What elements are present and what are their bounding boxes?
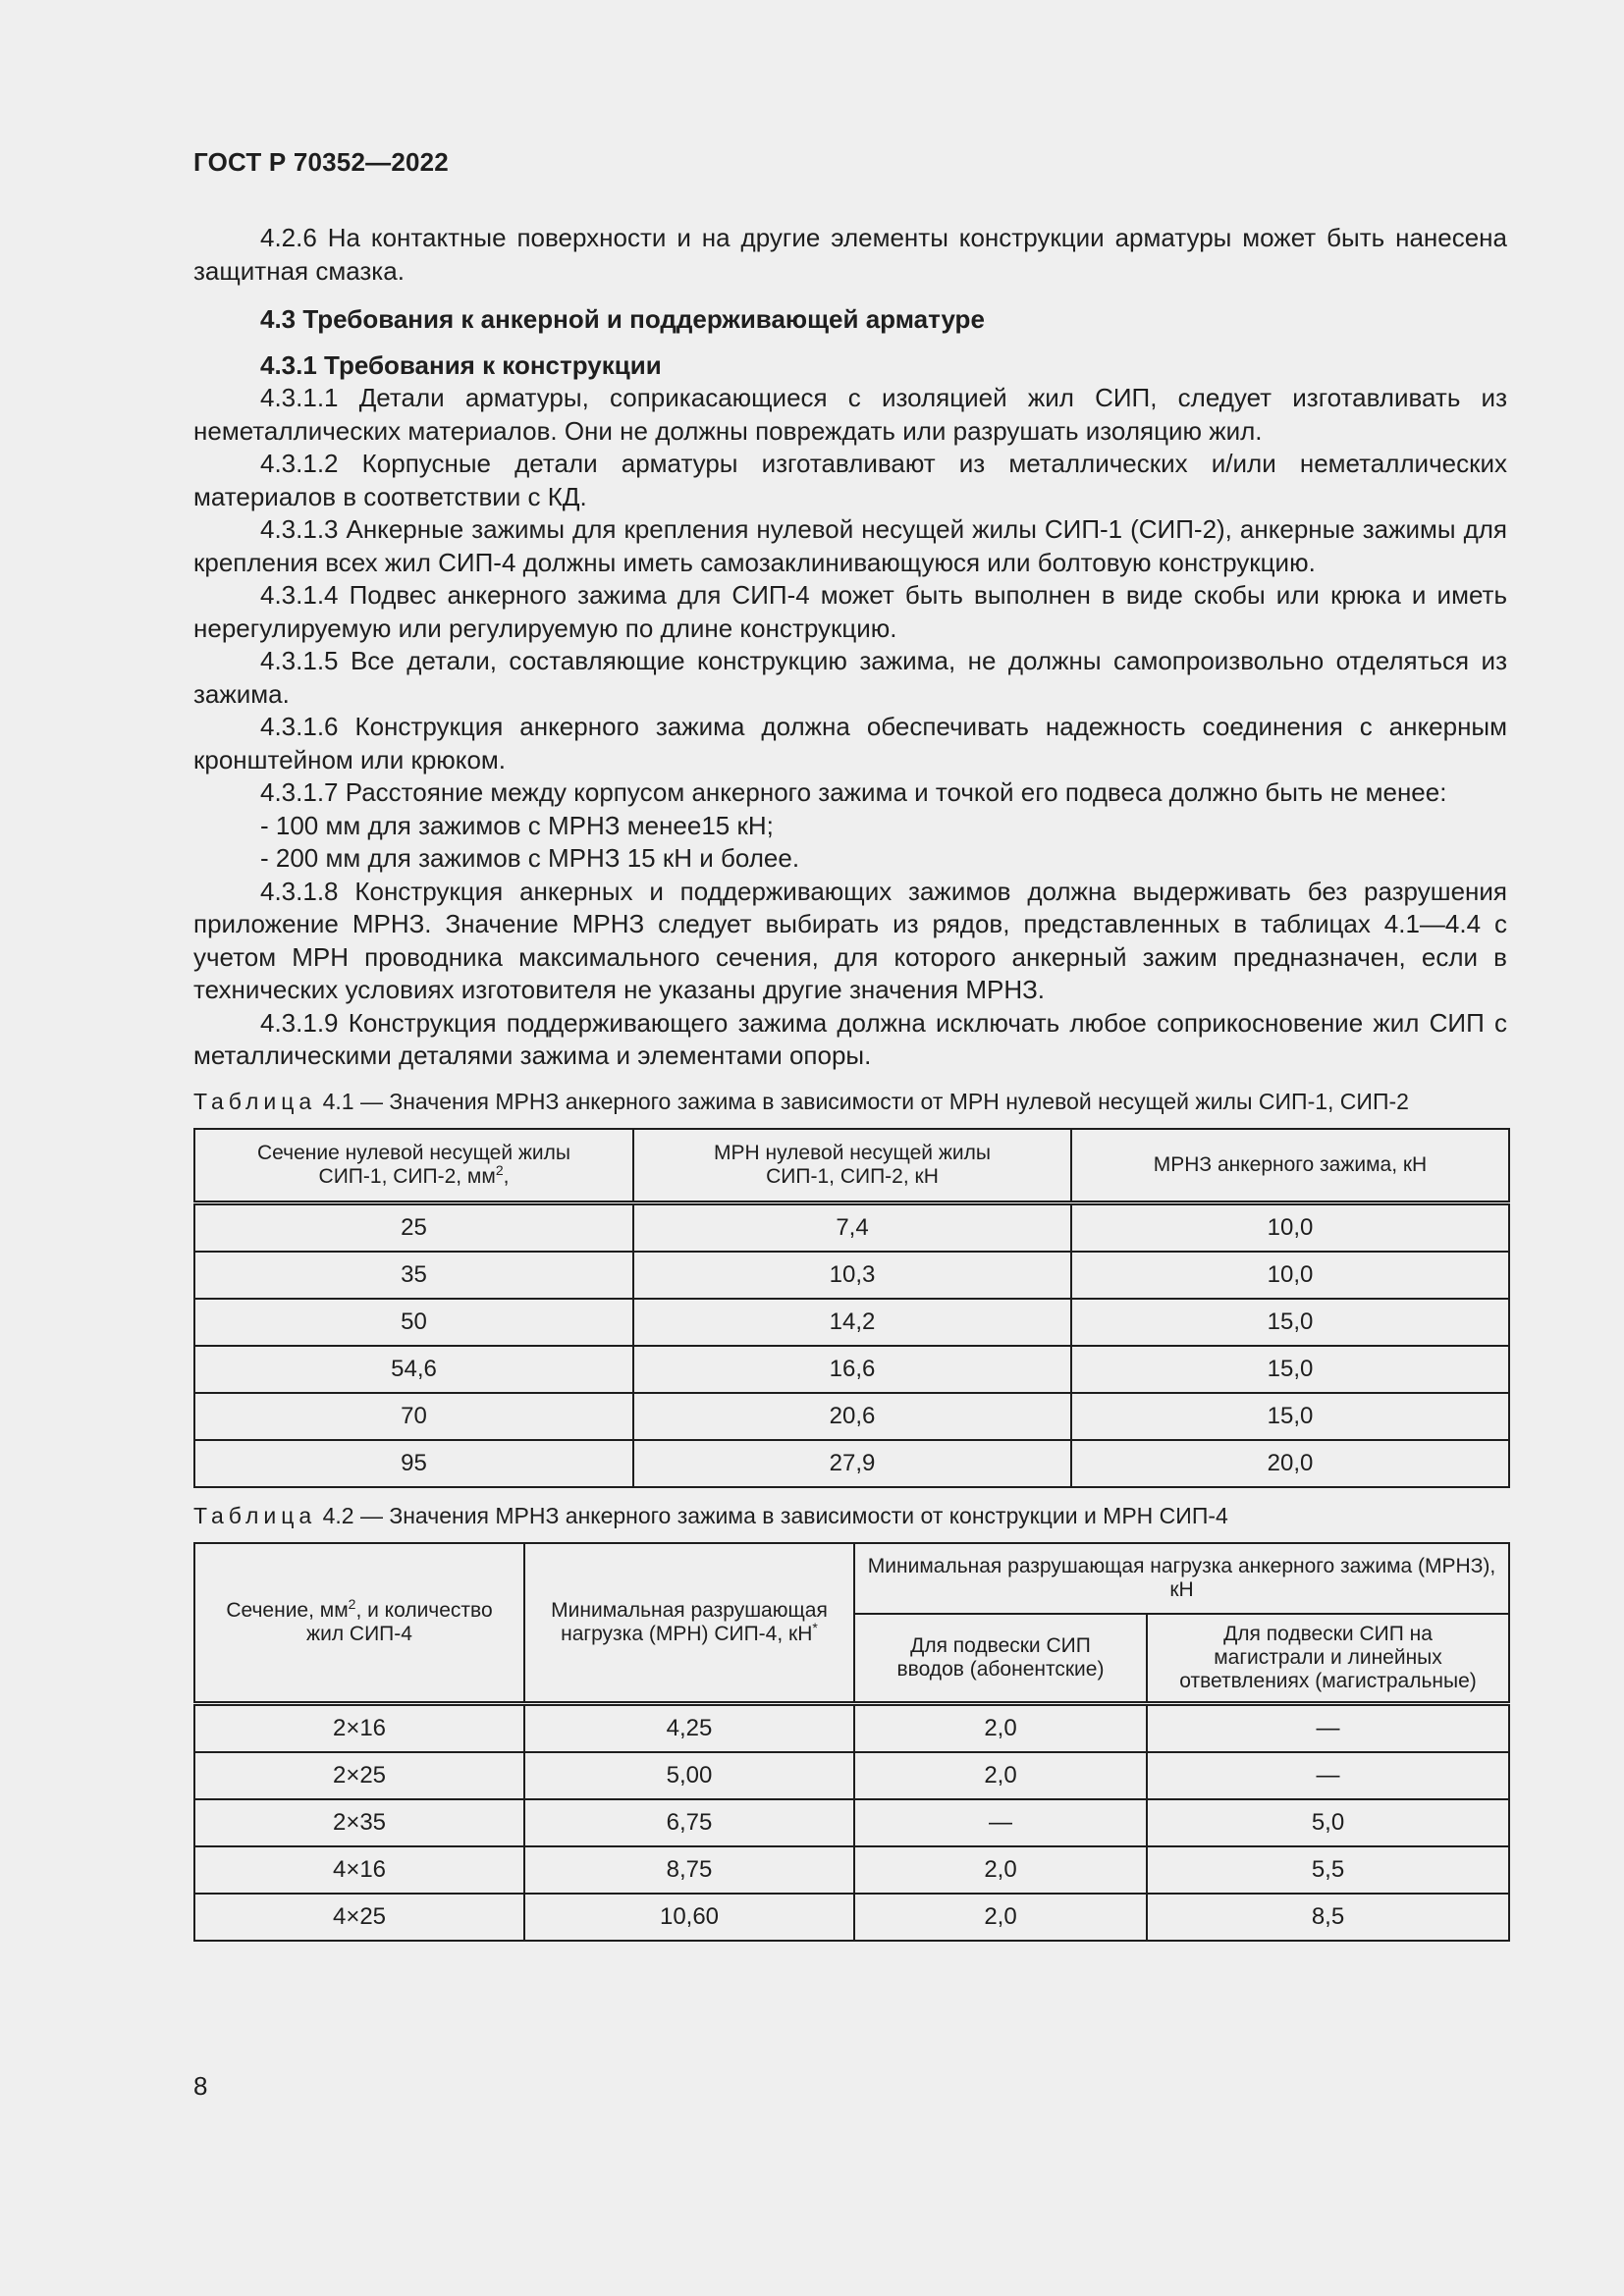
paragraph-4-3-1-9: 4.3.1.9 Конструкция поддерживающего зажима должна исключать любое соприкосновение жил СИП с металлическими деталями зажима и элементами опоры. [193, 1007, 1507, 1070]
table-row: 2×16 4,25 2,0 — [194, 1703, 1509, 1752]
table-row: 2×25 5,00 2,0 — [194, 1752, 1509, 1799]
paragraph-4-3-1-4: 4.3.1.4 Подвес анкерного зажима для СИП-4 может быть выполнен в виде скобы или крюка и иметь нерегулируемую или регулируемую по длине конструкцию. [193, 580, 1507, 643]
paragraph-4-3-1-5: 4.3.1.5 Все детали, составляющие конструкцию зажима, не должны самопроизвольно отделяться из зажима. [193, 646, 1507, 709]
table-4-1-caption [193, 1087, 1507, 1116]
header-mainline: Для подвески СИП на магистрали и линейных ответвлениях (магистральные) [1147, 1614, 1509, 1704]
paragraph-4-3-1-1: 4.3.1.1 Детали арматуры, соприкасающиеся с изоляцией жил СИП, следует изготавливать из неметаллических материалов. Они не должны повреждать или разрушать изоляцию жил. [193, 383, 1507, 446]
list-item-200mm: - 200 мм для зажимов с МРНЗ 15 кН и более. [260, 843, 800, 873]
header-cross-section: Сечение нулевой несущей жилы СИП-1, СИП-2, $мм^2$, [194, 1129, 633, 1203]
list-item-100mm: - 100 мм для зажимов с МРНЗ менее15 кН; [260, 810, 774, 840]
table-row: 2×35 6,75 — 5,0 [194, 1799, 1509, 1846]
table-row: 4×16 8,75 2,0 5,5 [194, 1846, 1509, 1894]
header-mrn: МРН нулевой несущей жилы СИП-1, СИП-2, кН [633, 1129, 1071, 1203]
table-row: 25 7,4 10,0 [194, 1202, 1509, 1252]
document-number: ГОСТ Р 70352—2022 [193, 147, 449, 177]
table-header-row [194, 1129, 1509, 1203]
paragraph-4-3-1-8: 4.3.1.8 Конструкция анкерных и поддерживающих зажимов должна выдерживать без разрушения приложение МРНЗ. Значение МРНЗ следует выбирать из рядов, представленных в таблицах 4.1—4.4 с учетом МРН проводника максимального сечения, для которого анкерный зажим предназначен, если в технических условиях изготовителя не указаны другие значения МРНЗ. [193, 876, 1507, 1004]
subsection-heading-4-3-1: 4.3.1 Требования к конструкции [260, 349, 662, 380]
table-caption-text: 4.1 — Значения МРНЗ анкерного зажима в зависимости от МРН нулевой несущей жилы СИП-1, СИП-2 [322, 1088, 1409, 1114]
table-row: 54,6 16,6 15,0 [194, 1346, 1509, 1393]
section-heading-4-3: 4.3 Требования к анкерной и поддерживающей арматуре [260, 304, 985, 334]
header-mrnz-group: Минимальная разрушающая нагрузка анкерного зажима (МРНЗ), кН [854, 1543, 1509, 1614]
paragraph-4-3-1-3: 4.3.1.3 Анкерные зажимы для крепления нулевой несущей жилы СИП-1 (СИП-2), анкерные зажимы для крепления всех жил СИП-4 должны иметь самозаклинивающуюся или болтовую конструкцию. [193, 514, 1507, 577]
table-caption-word: Таблица [193, 1088, 317, 1114]
table-row: 95 27,9 20,0 [194, 1440, 1509, 1487]
paragraph-4-3-1-2: 4.3.1.2 Корпусные детали арматуры изготавливают из металлических и/или неметаллических материалов в соответствии с КД. [193, 449, 1507, 511]
table-row: 50 14,2 15,0 [194, 1299, 1509, 1346]
header-cross-section-count: Сечение, $мм^2$, и количество жил СИП-4 [194, 1543, 524, 1704]
table-4-1 [193, 1128, 1510, 1488]
table-4-2 [193, 1542, 1510, 1942]
table-row: 70 20,6 15,0 [194, 1393, 1509, 1440]
header-service-entry: Для подвески СИП вводов (абонентские) [854, 1614, 1147, 1704]
table-row: 4×25 10,60 2,0 8,5 [194, 1894, 1509, 1941]
paragraph-4-3-1-7: 4.3.1.7 Расстояние между корпусом анкерного зажима и точкой его подвеса должно быть не менее: [260, 777, 1447, 807]
header-mrn-sip4: Минимальная разрушающая нагрузка (МРН) СИП-4, кН* [524, 1543, 854, 1704]
table-header-row [194, 1543, 1509, 1614]
table-4-2-caption [193, 1501, 1507, 1530]
table-caption-text: 4.2 — Значения МРНЗ анкерного зажима в зависимости от конструкции и МРН СИП-4 [322, 1502, 1228, 1528]
header-mrnz: МРНЗ анкерного зажима, кН [1071, 1129, 1509, 1203]
paragraph-4-3-1-6: 4.3.1.6 Конструкция анкерного зажима должна обеспечивать надежность соединения с анкерным кронштейном или крюком. [193, 712, 1507, 774]
table-caption-word: Таблица [193, 1502, 317, 1528]
page-number: 8 [193, 2071, 208, 2101]
page-content [193, 222, 1507, 1942]
table-row: 35 10,3 10,0 [194, 1252, 1509, 1299]
paragraph-4-2-6: 4.2.6 На контактные поверхности и на другие элементы конструкции арматуры может быть нанесена защитная смазка. [193, 223, 1507, 286]
